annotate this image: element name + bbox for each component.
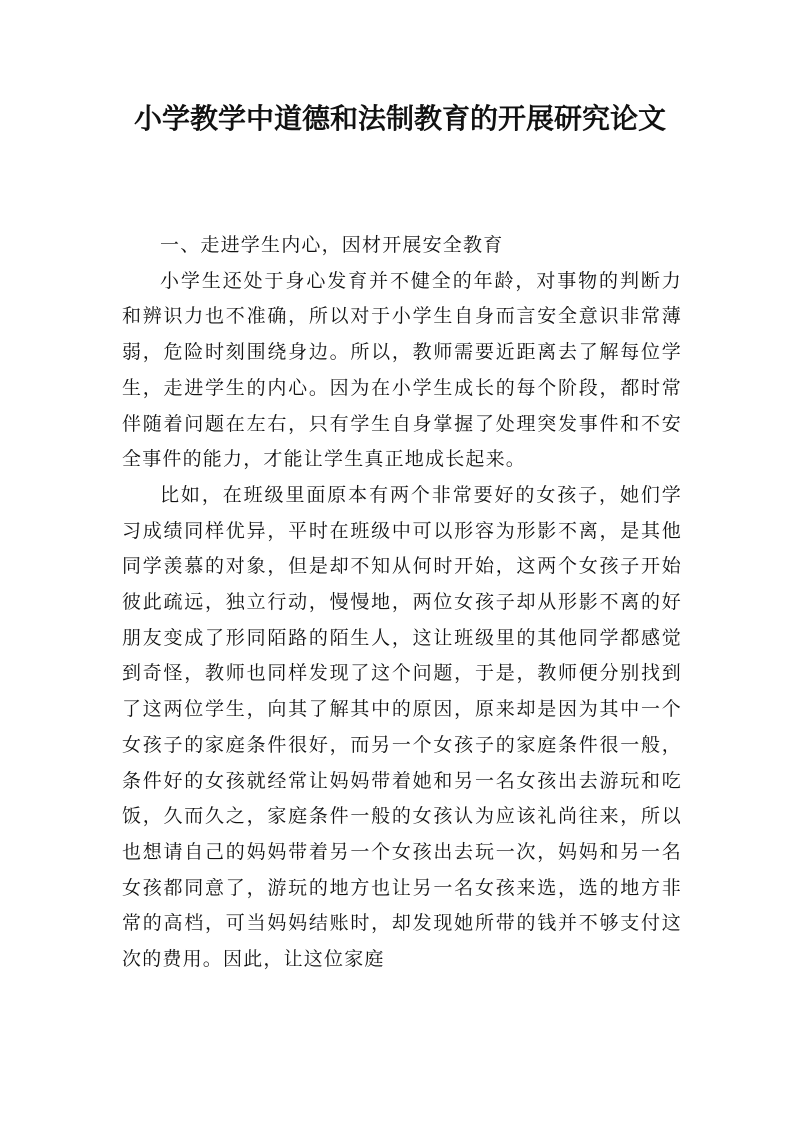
section-heading: 一、走进学生内心，因材开展安全教育 [160, 234, 504, 256]
document-title: 小学教学中道德和法制教育的开展研究论文 [133, 102, 666, 135]
body-paragraph-1: 小学生还处于身心发育并不健全的年龄，对事物的判断力和辨识力也不准确，所以对于小学生自身而言安全意识非常薄弱，危险时刻围绕身边。所以，教师需要近距离去了解每位学生，走进学生的内心。因为在小学生成长的每个阶段，都时常伴随着问题在左右，只有学生自身掌握了处理突发事件和不安全事件的能力，才能让学生真正地成长起来。 [122, 269, 682, 471]
body-paragraph-2: 比如，在班级里面原本有两个非常要好的女孩子，她们学习成绩同样优异，平时在班级中可以形容为形影不离，是其他同学羡慕的对象，但是却不知从何时开始，这两个女孩子开始彼此疏远，独立行动，慢慢地，两位女孩子却从形影不离的好朋友变成了形同陌路的陌生人，这让班级里的其他同学都感觉到奇怪，教师也同样发现了这个问题，于是，教师便分别找到了这两位学生，向其了解其中的原因，原来却是因为其中一个女孩子的家庭条件很好，而另一个女孩子的家庭条件很一般，条件好的女孩就经常让妈妈带着她和另一名女孩出去游玩和吃饭，久而久之，家庭条件一般的女孩认为应该礼尚往来，所以也想请自己的妈妈带着另一个女孩出去玩一次，妈妈和另一名女孩都同意了，游玩的地方也让另一名女孩来选，选的地方非常的高档，可当妈妈结账时，却发现她所带的钱并不够支付这次的费用。因此，让这位家庭 [122, 483, 682, 971]
document-body [122, 228, 682, 978]
